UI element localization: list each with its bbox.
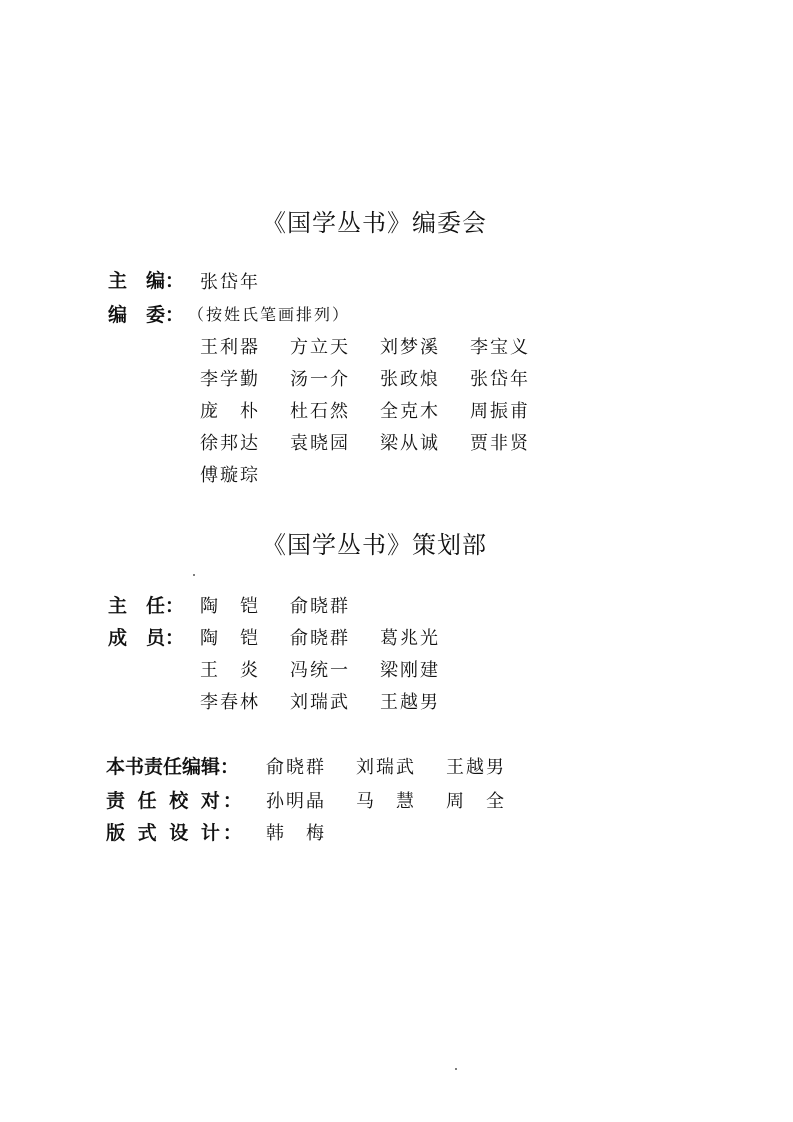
planning-member-row [200,624,440,650]
planning-title: 《国学丛书》策划部 [262,531,487,559]
layout-designer-label: 版 式 设 计： [106,822,245,844]
member-name: 贾非贤 [470,433,530,454]
member-name: 方立天 [290,337,350,358]
member-name: 张岱年 [470,369,530,390]
director-name: 陶 铠 [200,596,260,617]
committee-member-row [200,461,260,487]
member-name: 刘梦溪 [380,337,440,358]
credit-name: 韩 梅 [266,823,326,844]
credit-name: 俞晓群 [266,757,326,778]
member-name: 徐邦达 [200,433,260,454]
member-name: 李学勤 [200,369,260,390]
planning-member-row [200,656,440,682]
committee-title: 《国学丛书》编委会 [262,209,487,237]
member-name: 杜石然 [290,401,350,422]
member-name: 庞 朴 [200,401,260,422]
member-name: 陶 铠 [200,628,260,649]
committee-members-label: 编 委： [108,304,185,326]
member-name: 李春林 [200,692,260,713]
member-name: 袁晓园 [290,433,350,454]
member-name: 梁从诚 [380,433,440,454]
chief-editor-label: 主 编： [108,270,185,292]
layout-designer-names [266,819,326,845]
director-label: 主 任： [108,595,185,617]
proofreader-names [266,787,506,813]
chief-editor-name: 张岱年 [200,272,260,293]
proofreader-label: 责 任 校 对： [106,790,245,812]
committee-member-row [200,429,530,455]
member-name: 全克木 [380,401,440,422]
member-name: 王越男 [380,692,440,713]
planning-members-label: 成 员： [108,627,185,649]
credit-name: 刘瑞武 [356,757,416,778]
member-name: 俞晓群 [290,628,350,649]
committee-member-row [200,365,530,391]
speck-mark [193,574,195,576]
member-name: 张政烺 [380,369,440,390]
member-name: 周振甫 [470,401,530,422]
director-name: 俞晓群 [290,596,350,617]
committee-members-note: （按姓氏笔画排列） [188,305,351,324]
member-name: 王 炎 [200,660,260,681]
member-name: 梁刚建 [380,660,440,681]
responsible-editor-names [266,753,506,779]
responsible-editor-label: 本书责任编辑： [106,756,240,778]
credit-name: 孙明晶 [266,791,326,812]
credit-name: 周 全 [446,791,506,812]
member-name: 李宝义 [470,337,530,358]
member-name: 冯统一 [290,660,350,681]
member-name: 葛兆光 [380,628,440,649]
credit-name: 马 慧 [356,791,416,812]
member-name: 刘瑞武 [290,692,350,713]
credit-name: 王越男 [446,757,506,778]
director-names [200,592,350,618]
planning-member-row [200,688,440,714]
committee-member-row [200,397,530,423]
member-name: 傅璇琮 [200,465,260,486]
member-name: 汤一介 [290,369,350,390]
member-name: 王利器 [200,337,260,358]
committee-member-row [200,333,530,359]
speck-mark [455,1068,457,1070]
